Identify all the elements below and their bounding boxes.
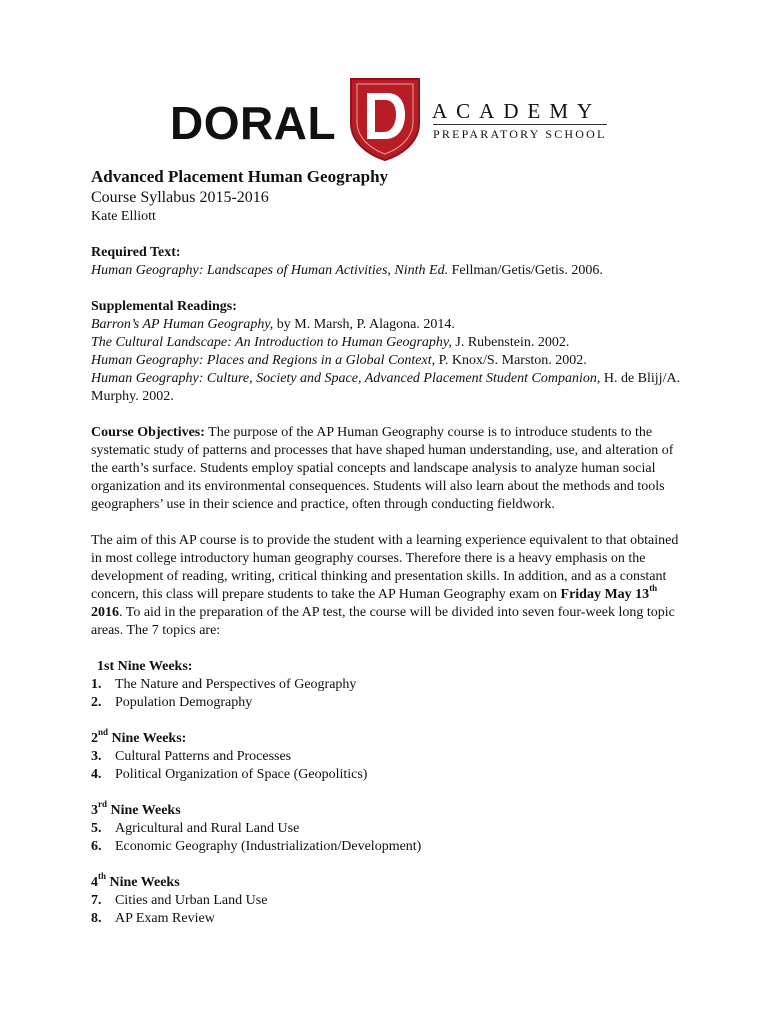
- course-objectives-text: The purpose of the AP Human Geography course is to introduce students to the systematic study of patterns and processes that have shaped human understanding, use, and alteration of the earth’s surface. Students employ spatial concepts and landscape analysis to analyze human social organization and its environmental consequences. Students will also learn about the methods and tools geographers’ use in their science and practice, often through conducting fieldwork.: [91, 425, 674, 512]
- supplemental-item: [91, 316, 691, 334]
- topic-text: The Nature and Perspectives of Geography: [115, 677, 357, 692]
- supplemental-title: Human Geography: Culture, Society and Space, Advanced Placement Student Companion: [91, 371, 597, 386]
- course-subtitle: Course Syllabus 2015-2016: [91, 189, 269, 206]
- exam-date-sup: th: [649, 583, 658, 594]
- course-objectives-label: Course Objectives:: [91, 425, 205, 440]
- required-text-heading: Required Text:: [91, 245, 181, 260]
- topic-item: [91, 820, 691, 838]
- topic-item: [91, 892, 691, 910]
- aim-text-after: . To aid in the preparation of the AP test, the course will be divided into seven four-week long topic areas. The 7 topics are:: [91, 605, 675, 638]
- supplemental-heading: Supplemental Readings:: [91, 299, 237, 314]
- supplemental-title: Barron’s AP Human Geography,: [91, 317, 274, 332]
- topic-number: 3.: [91, 749, 102, 764]
- course-aim-paragraph: [91, 532, 691, 640]
- topic-number: 1.: [91, 677, 102, 692]
- teacher-name: Kate Elliott: [91, 209, 156, 224]
- week-title: 3rd Nine Weeks: [91, 799, 181, 818]
- supplemental-item: [91, 334, 691, 352]
- supplemental-author: by M. Marsh, P. Alagona. 2014.: [273, 317, 455, 332]
- topic-item: [91, 838, 691, 856]
- shield-icon: [349, 77, 421, 161]
- required-text-entry: [91, 262, 691, 280]
- aim-text-before: The aim of this AP course is to provide the student with a learning experience equivalent to that obtained in most college introductory human geography courses. Therefore there is a heavy emphasis on the development of reading, writing, critical thinking and presentation skills. In addition, and as a constant concern, this class will prepare students to take the AP Human Geography exam on: [91, 533, 679, 602]
- required-book-title: Human Geography: Landscapes of Human Activities, Ninth Ed.: [91, 263, 449, 278]
- topic-text: Economic Geography (Industrialization/Development): [115, 839, 422, 854]
- supplemental-item: [91, 352, 691, 370]
- supplemental-title: Human Geography: Places and Regions in a Global Context,: [91, 353, 436, 368]
- topic-number: 4.: [91, 767, 102, 782]
- supplemental-item: [91, 370, 691, 406]
- week-title: 1st Nine Weeks:: [97, 659, 193, 674]
- required-book-author: Fellman/Getis/Getis. 2006.: [448, 263, 603, 278]
- topic-text: AP Exam Review: [115, 911, 215, 926]
- topic-item: [91, 766, 691, 784]
- topic-number: 2.: [91, 695, 102, 710]
- topic-number: 5.: [91, 821, 102, 836]
- logo-academy-text: ACADEMY: [432, 99, 602, 123]
- topic-item: [91, 676, 691, 694]
- topic-item: [91, 748, 691, 766]
- supplemental-author: J. Rubenstein. 2002.: [451, 335, 570, 350]
- topic-number: 7.: [91, 893, 102, 908]
- week-title: 2nd Nine Weeks:: [91, 727, 187, 746]
- logo-doral-text: DORAL: [170, 97, 337, 149]
- school-logo: [0, 0, 768, 170]
- supplemental-author: P. Knox/S. Marston. 2002.: [435, 353, 587, 368]
- supplemental-author: , H. de Blijj/A. Murphy. 2002.: [91, 371, 681, 404]
- exam-year: 2016: [91, 605, 119, 620]
- syllabus-content: [91, 166, 691, 928]
- course-title: Advanced Placement Human Geography: [91, 167, 389, 186]
- week-section: [97, 658, 691, 676]
- course-objectives-paragraph: [91, 424, 691, 514]
- topic-item: [91, 910, 691, 928]
- topic-text: Agricultural and Rural Land Use: [115, 821, 300, 836]
- topic-text: Cities and Urban Land Use: [115, 893, 268, 908]
- logo-prep-text: PREPARATORY SCHOOL: [433, 124, 607, 141]
- topic-item: [91, 694, 691, 712]
- topic-number: 8.: [91, 911, 102, 926]
- topic-text: Population Demography: [115, 695, 253, 710]
- topic-text: Cultural Patterns and Processes: [115, 749, 292, 764]
- topic-text: Political Organization of Space (Geopolitics): [115, 767, 368, 782]
- supplemental-title: The Cultural Landscape: An Introduction to Human Geography,: [91, 335, 452, 350]
- exam-date-text: Friday May 13: [560, 587, 650, 602]
- week-title: 4th Nine Weeks: [91, 871, 180, 890]
- topic-number: 6.: [91, 839, 102, 854]
